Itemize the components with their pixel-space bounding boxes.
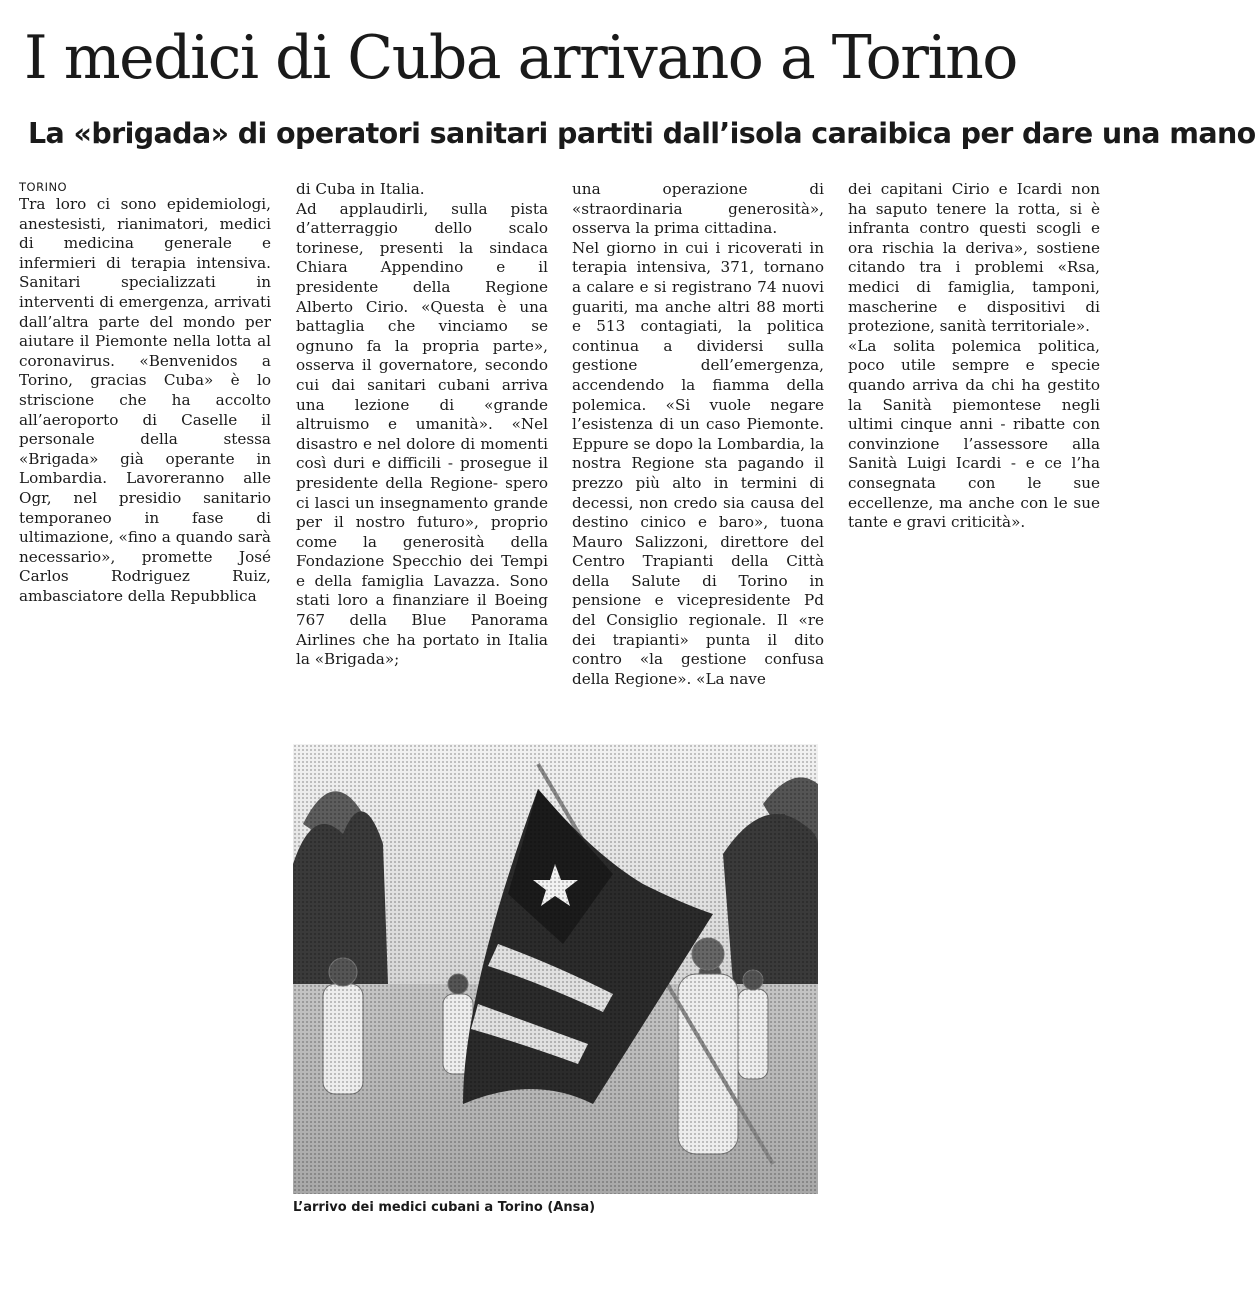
column-4-paragraph-1: dei capitani Cirio e Icardi non ha saputo tenere la rotta, si è infranta contro questi scogli e ora rischia la deriva», sostiene citando tra i problemi «Rsa, medici di famiglia, tamponi, mascherine e dispositivi di protezione, sanità territoriale».	[848, 180, 1100, 336]
headline: I medici di Cuba arrivano a Torino	[24, 23, 1017, 93]
dateline: TORINO	[19, 180, 68, 194]
article-column-3	[572, 180, 824, 689]
article-column-2	[296, 180, 548, 670]
article-column-4	[848, 180, 1100, 533]
article-column-1	[19, 180, 271, 606]
column-4-paragraph-2: «La solita polemica politica, poco utile sempre e specie quando arriva da chi ha gestito la Sanità piemontese negli ultimi cinque anni - ribatte con convinzione l’assessore alla Sanità Luigi Icardi - e ce l’ha consegnata con le sue eccellenze, ma anche con le sue tante e gravi criticità».	[848, 336, 1100, 532]
column-3-paragraph-1: una operazione di «straordinaria generosità», osserva la prima cittadina.	[572, 180, 824, 238]
photo-caption: L’arrivo dei medici cubani a Torino (Ansa)	[293, 1200, 596, 1215]
column-2-paragraph-2: Ad applaudirli, sulla pista d’atterraggio dello scalo torinese, presenti la sindaca Chiara Appendino e il presidente della Regione Alberto Cirio. «Questa è una battaglia che vinciamo se ognuno fa la propria parte», osserva il governatore, secondo cui dai sanitari cubani arriva una lezione di «grande altruismo e umanità». «Nel disastro e nel dolore di momenti così duri e difficili - prosegue il presidente della Regione- spero ci lasci un insegnamento grande per il nostro futuro», proprio come la generosità della Fondazione Specchio dei Tempi e della famiglia Lavazza. Sono stati loro a finanziare il Boeing 767 della Blue Panorama Airlines che ha portato in Italia la «Brigada»;	[296, 199, 548, 669]
news-photo	[293, 744, 818, 1194]
column-2-paragraph-1: di Cuba in Italia.	[296, 180, 425, 198]
column-1-paragraph-1: Tra loro ci sono epidemiologi, anestesisti, rianimatori, medici di medicina generale e infermieri di terapia intensiva. Sanitari specializzati in interventi di emergenza, arrivati dall’altra parte del mondo per aiutare il Piemonte nella lotta al coronavirus. «Benvenidos a Torino, gracias Cuba» è lo striscione che ha accolto all’aeroporto di Caselle il personale della stessa «Brigada» già operante in Lombardia. Lavoreranno alle Ogr, nel presidio sanitario temporaneo in fase di ultimazione, «fino a quando sarà necessario», promette José Carlos Rodriguez Ruiz, ambasciatore della Repubblica	[19, 195, 271, 605]
column-3-paragraph-2: Nel giorno in cui i ricoverati in terapia intensiva, 371, tornano a calare e si registrano 74 nuovi guariti, ma anche altri 88 morti e 513 contagiati, la politica continua a dividersi sulla gestione dell’emergenza, accendendo la fiamma della polemica. «Si vuole negare l’esistenza di un caso Piemonte. Eppure se dopo la Lombardia, la nostra Regione sta pagando il prezzo più alto in termini di decessi, non credo sia causa del destino cinico e baro», tuona Mauro Salizzoni, direttore del Centro Trapianti della Città della Salute di Torino in pensione e vicepresidente Pd del Consiglio regionale. Il «re dei trapianti» punta il dito contro «la gestione confusa della Regione». «La nave	[572, 238, 824, 688]
subheadline: La «brigada» di operatori sanitari partiti dall’isola caraibica per dare una mano	[28, 117, 1256, 150]
